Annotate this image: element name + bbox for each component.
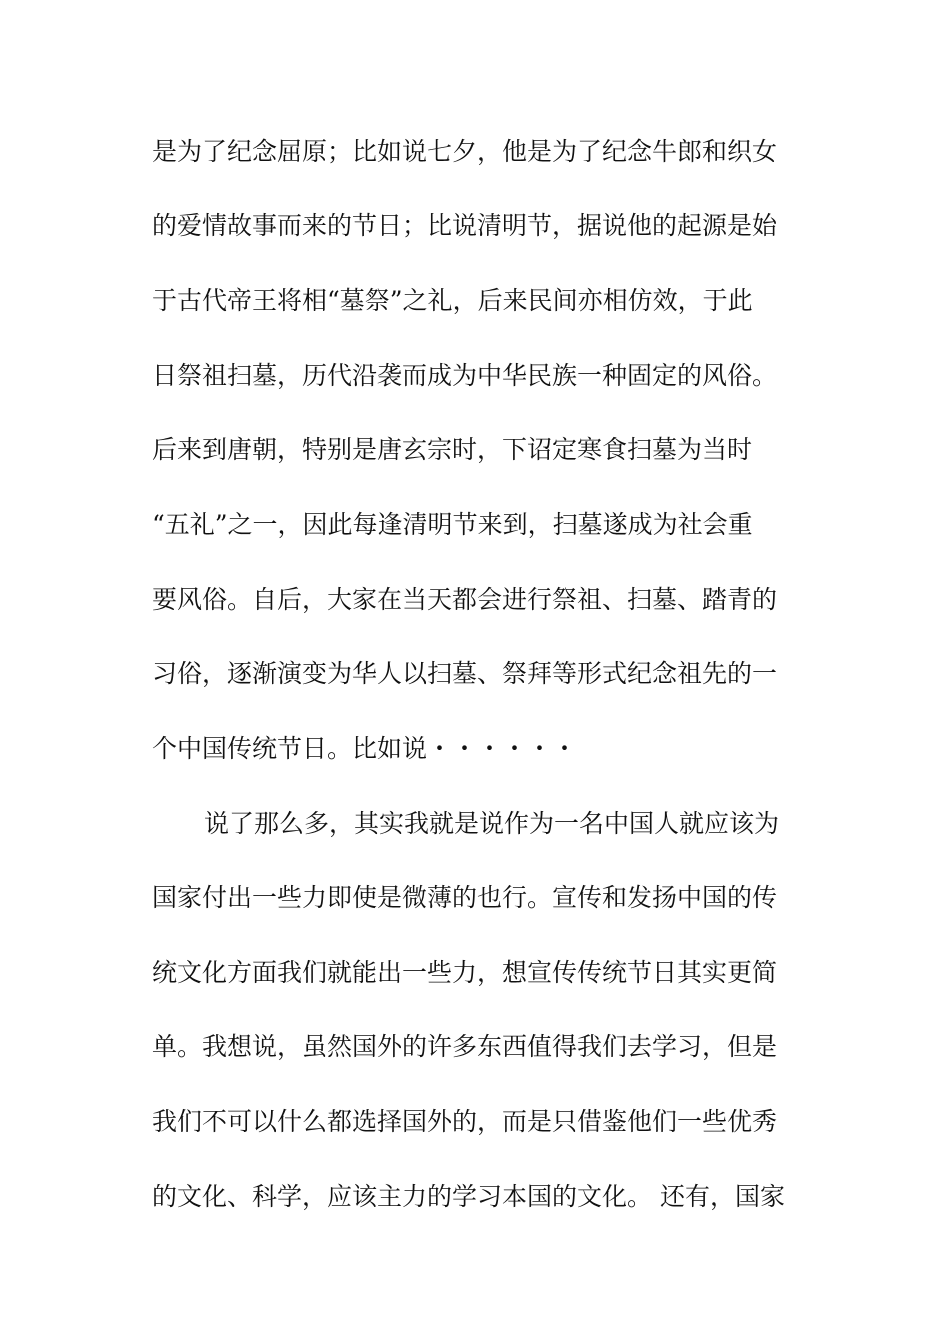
text-line-4: 日祭祖扫墓，历代沿袭而成为中华民族一种固定的风俗。	[152, 361, 778, 390]
text-line-7: 要风俗。自后，大家在当天都会进行祭祖、扫墓、踏青的	[152, 585, 778, 614]
text-line-14: 我们不可以什么都选择国外的，而是只借鉴他们一些优秀	[152, 1107, 778, 1136]
text-line-9: 个中国传统节日。比如说・・・・・・	[152, 734, 578, 763]
text-line-12: 统文化方面我们就能出一些力，想宣传传统节日其实更简	[152, 958, 778, 987]
text-line-13: 单。我想说，虽然国外的许多东西值得我们去学习，但是	[152, 1032, 778, 1061]
text-line-1: 是为了纪念屈原；比如说七夕，他是为了纪念牛郎和织女	[152, 137, 778, 166]
text-line-2: 的爱情故事而来的节日；比说清明节，据说他的起源是始	[152, 211, 778, 240]
text-line-10: 说了那么多，其实我就是说作为一名中国人就应该为	[204, 809, 780, 838]
text-line-3: 于古代帝王将相“墓祭”之礼，后来民间亦相仿效，于此	[152, 286, 753, 315]
text-line-11: 国家付出一些力即使是微薄的也行。宣传和发扬中国的传	[152, 883, 778, 912]
text-line-5: 后来到唐朝，特别是唐玄宗时，下诏定寒食扫墓为当时	[152, 435, 753, 464]
text-line-15: 的文化、科学，应该主力的学习本国的文化。 还有，国家	[152, 1182, 785, 1211]
text-line-6: “五礼”之一，因此每逢清明节来到，扫墓遂成为社会重	[152, 510, 753, 539]
text-line-8: 习俗，逐渐演变为华人以扫墓、祭拜等形式纪念祖先的一	[152, 659, 778, 688]
